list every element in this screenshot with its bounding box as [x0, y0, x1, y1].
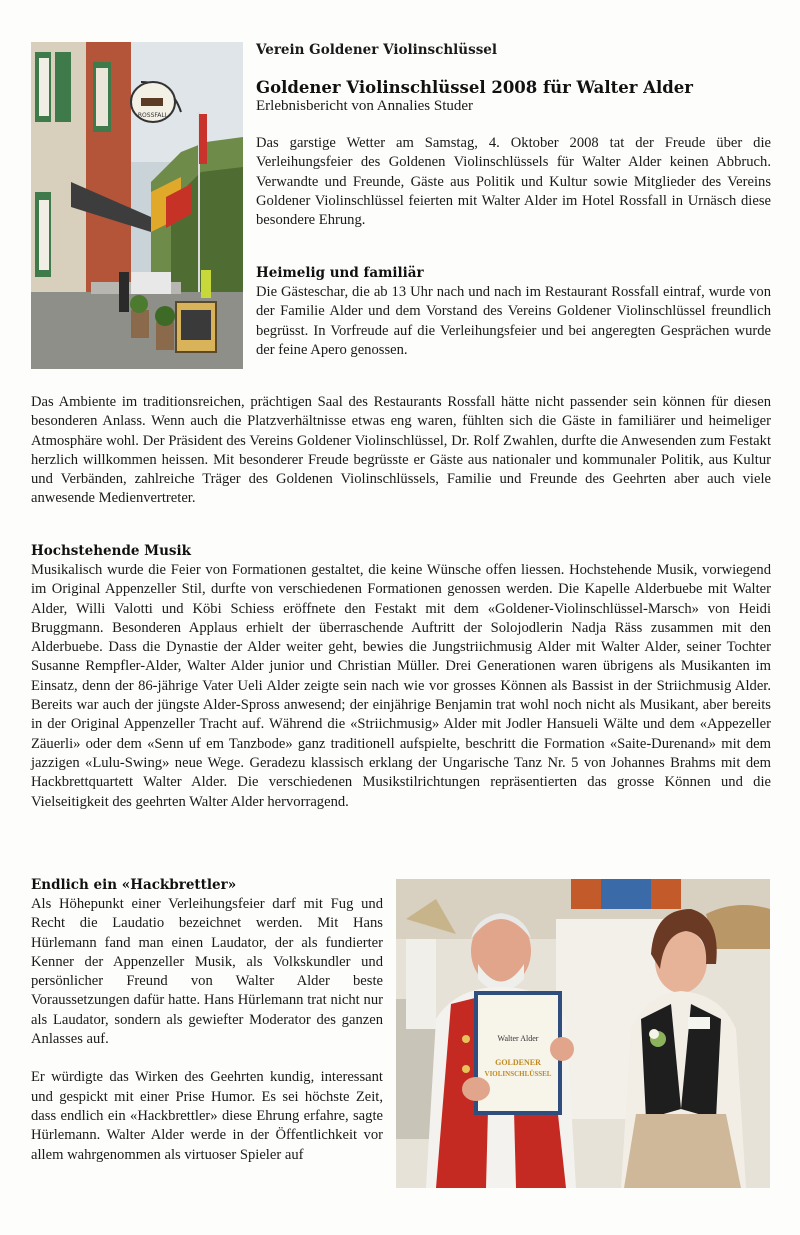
article-kicker: Verein Goldener Violinschlüssel	[256, 42, 498, 58]
article-title: Goldener Violinschlüssel 2008 für Walter Alder	[256, 78, 693, 97]
award-photo-graphic	[396, 879, 770, 1188]
section-heimelig-paragraph-1: Die Gästeschar, die ab 13 Uhr nach und nach im Restaurant Rossfall eintraf, wurde von der Familie Alder und dem Vorstand des Vereins Goldener Violinschlüssel freundlich begrüsst. In Vorfreude auf die Verleihungsfeier und bei angeregten Gesprächen wurde der feine Apero genossen.	[256, 284, 771, 358]
section-heimelig-paragraph-2: Das Ambiente im traditionsreichen, prächtigen Saal des Restaurants Rossfall hätte nicht passender sein können für diesen besonderen Anlass. Wenn auch die Platzverhältnisse etwas eng waren, fühlten sich die Gäste in familiärer und heimeliger Atmosphäre wohl. Der Präsident des Vereins Goldener Violinschlüssel, Dr. Rolf Zwahlen, durfte die Anwesenden zum Festakt herzlich willkommen heissen. Mit besonderer Freude begrüsste er Gäste aus nationaler und kommunaler Politik, aus Kultur und Verbänden, zahlreiche Träger des Goldenen Violinschlüssels, Familie und Freunde des Geehrten aber auch viele anwesende Medienvertreter.	[31, 394, 771, 507]
hotel-sign-text: ROSSFALL	[137, 112, 169, 119]
section-hackbrettler	[31, 876, 383, 1165]
section-hackbrettler-paragraph-2: Er würdigte das Wirken des Geehrten kundig, interessant und gespickt mit einer Prise Humor. Es sei höchste Zeit, dass endlich ein «Hackbrettler» diese Ehrung erfahre, sagte Hürlemann. Walter Alder werde in der Öffentlichkeit vor allem wahrgenommen als virtuoser Spieler auf	[31, 1069, 383, 1163]
section-title-musik: Hochstehende Musik	[31, 543, 192, 559]
intro-block	[256, 134, 771, 230]
award-photo	[396, 879, 770, 1188]
intro-paragraph: Das garstige Wetter am Samstag, 4. Oktober 2008 tat der Freude über die Verleihungsfeier des Goldenen Violinschlüssels für Walter Alder keinen Abbruch. Verwandte und Freunde, Gäste aus Politik und Kultur sowie Mitglieder des Vereins Goldener Violinschlüssel feierten mit Walter Alder im Hotel Rossfall in Urnäsch diese besondere Ehrung.	[256, 135, 771, 229]
section-title-heimelig: Heimelig und familiär	[256, 265, 424, 281]
section-title-hackbrettler: Endlich ein «Hackbrettler»	[31, 877, 237, 893]
certificate-line-2: VIOLINSCHLÜSSEL	[484, 1070, 552, 1078]
certificate-recipient: Walter Alder	[497, 1034, 539, 1043]
section-heimelig	[256, 264, 771, 360]
section-musik	[31, 542, 771, 812]
section-hackbrettler-paragraph-1: Als Höhepunkt einer Verleihungsfeier darf mit Fug und Recht die Laudatio bezeichnet werden. Mit Hans Hürlemann fand man einen Laudator, der als fundierter Kenner der Appenzeller Musik, als Volkskundler und persönlicher Freund von Walter Alder beste Voraussetzungen dafür hatte. Hans Hürlemann trat nicht nur als Laudator, sondern als gewiefter Moderator des ganzen Anlasses auf.	[31, 896, 383, 1048]
section-musik-paragraph: Musikalisch wurde die Feier von Formationen gestaltet, die keine Wünsche offen liessen. Hochstehende Musik, vorwiegend im Original Appenzeller Stil, durfte von verschiedenen Formationen genossen werden. Die Kapelle Alderbuebe mit Walter Alder, Willi Valotti und Köbi Schiess eröffnete den Festakt mit dem «Goldener-Violinschlüssel-Marsch» von Heidi Bruggmann. Besonderen Applaus erhielt der überraschende Auftritt der Solojodlerin Nadja Räss zusammen mit den Alderbuebe. Dass die Dynastie der Alder weiter geht, bewies die Jungstriichmusig Alder mit Walter Alder, seiner Tochter Susanne Rempfler-Alder, Walter Alder junior und Christian Müller. Drei Generationen waren übrigens als Musikanten im Einsatz, denn der 86-jährige Vater Ueli Alder zeigte sein nach wie vor grosses Können als Bassist in der Striichmusig Alder. Bereits war auch der jüngste Alder-Spross anwesend; der einjährige Benjamin trat wohl noch nicht als Musikant, aber bereits in der Original Appenzeller Tracht auf. Während die «Striichmusig» Alder mit Jodler Hansueli Wälte und dem «Appezeller Zäuerli» oder dem «Senn uf em Tanzbode» ganz traditionell aufspielte, beschritt die Formation «Saite-Durenand» mit dem jazzigen «Lulu-Swing» neue Wege. Geradezu klassisch erklang der Ungarische Tanz Nr. 5 von Johannes Brahms mit dem Hackbrettquartett Walter Alder. Die verschiedenen Musikstilrichtungen repräsentierten das grosse Können und die Vielseitigkeit des geehrten Walter Alder hervorragend.	[31, 562, 771, 810]
article-byline: Erlebnisbericht von Annalies Studer	[256, 98, 474, 114]
certificate-line-1: GOLDENER	[495, 1058, 541, 1067]
hotel-street-photo-graphic	[31, 42, 243, 369]
ambiente-block	[31, 393, 771, 509]
hotel-street-photo	[31, 42, 243, 369]
